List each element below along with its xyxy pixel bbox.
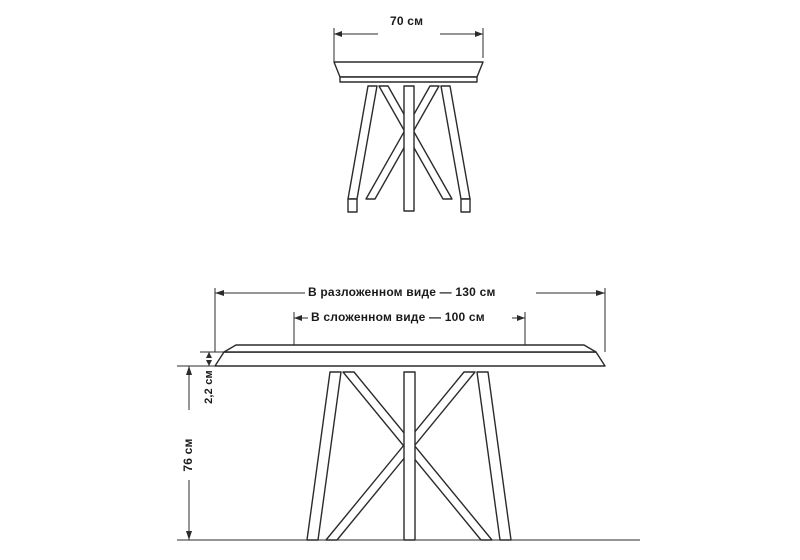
leg-base-front-view [307,372,511,540]
tabletop-top-face [224,345,596,352]
leg-left-outer [348,86,377,199]
top-view-group [334,28,483,212]
leg-inner-left [326,372,475,540]
label-height: 76 см [181,438,195,472]
dimension-70cm [334,28,483,62]
label-folded-width: В сложенном виде — 100 см [311,310,485,324]
leg-inner-left [366,86,439,199]
arrow-bottom [186,531,192,540]
arrow-right [475,31,483,37]
leg-inner-right [343,372,492,540]
dimension-height-76cm [177,366,320,540]
arrow-left [334,31,342,37]
leg-center-post [404,372,415,540]
arrow-left [215,290,224,296]
label-top-view-width: 70 см [390,14,424,28]
front-view-group [177,288,640,540]
leg-right-outer [441,86,470,199]
arrow-top [186,366,192,375]
leg-base-top-view [348,86,470,212]
tabletop-surface [215,352,605,366]
arrow-right [517,315,525,321]
leg-inner-right [379,86,452,199]
leg-center-post [404,86,414,211]
tabletop-front-view [215,345,605,366]
label-top-thickness: 2,2 см [203,370,215,404]
tabletop-top-view [334,62,483,82]
leg-left-outer [307,372,341,540]
arrow-left [294,315,302,321]
tabletop-surface [334,62,483,77]
label-extended-width: В разложенном виде — 130 см [308,285,496,299]
foot-left-outer [348,199,357,212]
foot-right-outer [461,199,470,212]
arrow-right [596,290,605,296]
leg-right-outer [477,372,511,540]
tabletop-edge [340,77,477,82]
